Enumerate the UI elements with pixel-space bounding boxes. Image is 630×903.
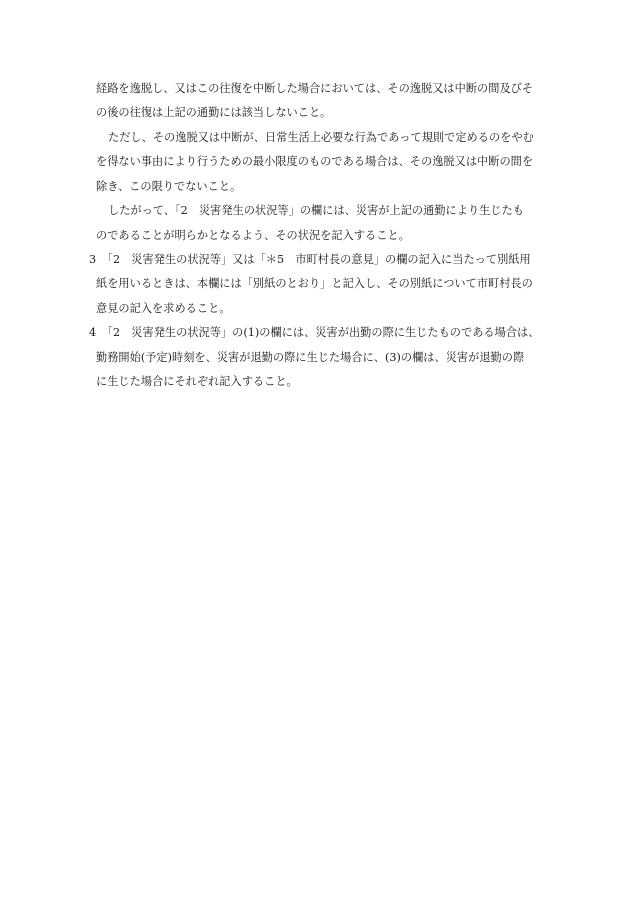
text-line-3: ただし、その逸脱又は中断が、日常生活上必要な行為であって規則で定めるのをやむ (108, 131, 534, 144)
text-line-8: 3 「2 災害発生の状況等」又は「＊5 市町村長の意見」の欄の記入に当たって別紙用 (89, 253, 531, 266)
text-line-9: 紙を用いるときは、本欄には「別紙のとおり」と記入し、その別紙について市町村長の (96, 277, 533, 290)
text-line-11: 4 「2 災害発生の状況等」の(1)の欄には、災害が出勤の際に生じたものである場合は、 (89, 326, 540, 339)
text-line-2: の後の往復は上記の通勤には該当しないこと。 (96, 106, 332, 119)
text-line-12: 勤務開始(予定)時刻を、災害が退勤の際に生じた場合に、(3)の欄は、災害が退勤の際 (96, 351, 525, 364)
text-line-5: 除き、この限りでないこと。 (96, 180, 242, 193)
text-line-7: のであることが明らかとなるよう、その状況を記入すること。 (96, 229, 410, 242)
text-line-1: 経路を逸脱し、又はこの往復を中断した場合においては、その逸脱又は中断の間及びそ (96, 82, 534, 95)
text-line-6: したがって、「2 災害発生の状況等」の欄には、災害が上記の通勤により生じたも (108, 204, 524, 217)
text-line-13: に生じた場合にそれぞれ記入すること。 (96, 375, 298, 388)
text-line-10: 意見の記入を求めること。 (96, 302, 231, 315)
text-line-4: を得ない事由により行うための最小限度のものである場合は、その逸脱又は中断の間を (96, 155, 534, 168)
